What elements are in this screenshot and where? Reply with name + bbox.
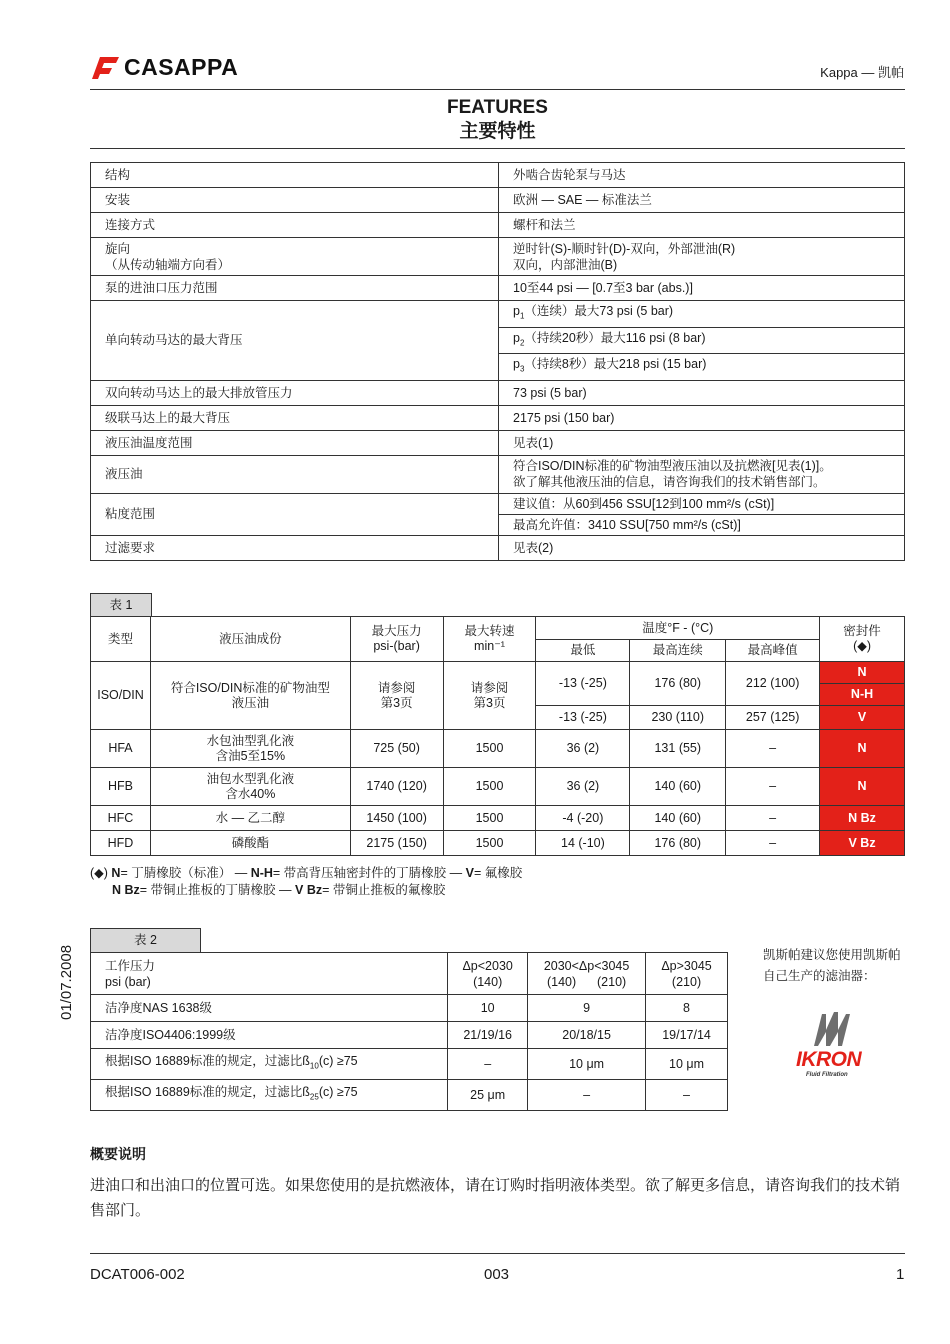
document-date: 01/07.2008 <box>58 944 75 1020</box>
cell-type: HFD <box>91 831 151 856</box>
header-line: min⁻¹ <box>474 639 505 653</box>
cell-temp-cont: 140 (60) <box>630 768 726 806</box>
cell-fluid <box>150 768 350 806</box>
cell-speed: 1500 <box>443 768 536 806</box>
header-speed <box>443 617 536 662</box>
note-code: V <box>465 866 474 880</box>
table-row <box>91 1049 728 1080</box>
table-row <box>91 276 905 301</box>
cell-temp-peak: 257 (125) <box>726 706 820 730</box>
note-text: = 丁腈橡胶（标准） — <box>120 866 251 880</box>
table-row <box>91 1080 728 1111</box>
cell-temp-cont: 230 (110) <box>630 706 726 730</box>
row-label <box>91 1080 448 1111</box>
cell-value: 21/19/16 <box>448 1022 528 1049</box>
feature-label: 安装 <box>91 188 499 213</box>
title-english: FEATURES <box>447 97 548 118</box>
table-header-row <box>91 617 905 640</box>
cell-temp-peak: 212 (100) <box>726 662 820 706</box>
header-type: 类型 <box>91 617 151 662</box>
cell-speed: 1500 <box>443 730 536 768</box>
cell-value: 10 μm <box>528 1049 646 1080</box>
header-line: psi (bar) <box>105 974 151 989</box>
page-title <box>0 96 950 144</box>
table-row <box>91 806 905 831</box>
cell-pressure: 1740 (120) <box>350 768 443 806</box>
feature-value: 见表(1) <box>499 430 905 455</box>
table1-tab: 表 1 <box>90 593 152 617</box>
table-row <box>91 995 728 1022</box>
note-line-2 <box>90 882 522 899</box>
casappa-logo <box>90 54 238 81</box>
feature-label: 双向转动马达上的最大排放管压力 <box>91 380 499 405</box>
cell-pressure: 2175 (150) <box>350 831 443 856</box>
cell-line: 水包油型乳化液 <box>206 733 295 748</box>
note-text: = 带铜止推板的丁腈橡胶 — <box>139 883 296 897</box>
feature-value: 2175 psi (150 bar) <box>499 405 905 430</box>
summary-title: 概要说明 <box>90 1146 146 1162</box>
cell-temp-peak: – <box>726 806 820 831</box>
row-label: 洁净度NAS 1638级 <box>91 995 448 1022</box>
feature-label: 粘度范围 <box>91 493 499 535</box>
subscript: 2 <box>519 338 525 347</box>
cell-temp-cont: 131 (55) <box>630 730 726 768</box>
table-row <box>91 768 905 806</box>
footer-divider <box>90 1253 905 1254</box>
header-line: (140) <box>473 974 503 989</box>
seal-badge: N <box>820 730 905 768</box>
note-text: = 带高背压轴密封件的丁腈橡胶 — <box>272 866 466 880</box>
header-line: 密封件 <box>843 624 881 638</box>
cell-temp-min: -13 (-25) <box>536 706 630 730</box>
header-line: 2030<Δp<3045 <box>543 958 630 973</box>
cell-speed <box>443 662 536 730</box>
table-row <box>91 405 905 430</box>
feature-label: 连接方式 <box>91 213 499 238</box>
recommendation-line: 自己生产的滤油器： <box>763 969 876 983</box>
label-text: 根据ISO 16889标准的规定，过滤比ß <box>105 1085 310 1100</box>
table-row <box>91 493 905 514</box>
brand-name: CASAPPA <box>124 54 239 80</box>
feature-value: 螺杆和法兰 <box>499 213 905 238</box>
header-range-2 <box>528 953 646 995</box>
symbol-p: p <box>513 304 520 318</box>
summary-body: 进油口和出油口的位置可选。如果您使用的是抗燃液体，请在订购时指明液体类型。欲了解更多信息，请咨询我们的技术销售部门。 <box>90 1177 901 1219</box>
cell-line: 油包水型乳化液 <box>206 771 295 786</box>
cell-temp-min: 36 (2) <box>536 730 630 768</box>
table-header-row <box>91 953 728 995</box>
header-fluid: 液压油成份 <box>150 617 350 662</box>
footer-doc-code: DCAT006-002 <box>90 1266 185 1283</box>
table2-tab: 表 2 <box>90 928 201 952</box>
note-code: N Bz <box>112 883 140 897</box>
header-line: Δp>3045 <box>661 958 712 973</box>
filtration-table <box>90 952 728 1111</box>
label-text: (c) ≥75 <box>318 1085 358 1100</box>
symbol-p: p <box>513 330 520 345</box>
cell-value: 19/17/14 <box>646 1022 728 1049</box>
row-label: 洁净度ISO4406:1999级 <box>91 1022 448 1049</box>
cell-temp-peak: – <box>726 768 820 806</box>
header-product-name: Kappa — 凯帕 <box>820 65 904 80</box>
cell-type: HFA <box>91 730 151 768</box>
table-row <box>91 238 905 276</box>
ikron-tagline: Fluid Filtration <box>806 1072 848 1078</box>
seal-badge: N Bz <box>820 806 905 831</box>
feature-value-line: 逆时针(S)-顺时针(D)-双向，外部泄油(R) <box>513 241 736 256</box>
subscript: 3 <box>519 364 525 374</box>
cell-value: 9 <box>528 995 646 1022</box>
table-row <box>91 455 905 493</box>
feature-value: 见表(2) <box>499 535 905 560</box>
cell-fluid: 水 — 乙二醇 <box>150 806 350 831</box>
cell-value: 10 <box>448 995 528 1022</box>
feature-label: 单向转动马达的最大背压 <box>91 301 499 381</box>
title-chinese: 主要特性 <box>459 121 536 142</box>
header-pressure <box>350 617 443 662</box>
cell-temp-peak: – <box>726 730 820 768</box>
feature-value-line: 欲了解其他液压油的信息，请咨询我们的技术销售部门。 <box>513 475 826 489</box>
cell-type: HFB <box>91 768 151 806</box>
cell-value: – <box>528 1080 646 1111</box>
feature-value: 10至44 psi — [0.7至3 bar (abs.)] <box>499 276 905 301</box>
cell-temp-cont: 176 (80) <box>630 831 726 856</box>
cell-line: 符合ISO/DIN标准的矿物油型 <box>170 680 330 695</box>
ikron-wordmark: IKRON <box>796 1048 862 1071</box>
title-divider <box>90 148 905 149</box>
feature-label <box>91 238 499 276</box>
row-label <box>91 1049 448 1080</box>
cell-line: 含油5至15% <box>215 748 286 763</box>
table-row <box>91 163 905 188</box>
header-temp-cont: 最高连续 <box>630 640 726 662</box>
cell-value: 25 μm <box>448 1080 528 1111</box>
cell-type: HFC <box>91 806 151 831</box>
table-row <box>91 535 905 560</box>
subscript: 25 <box>309 1092 319 1102</box>
recommendation-line: 凯斯帕建议您使用凯斯帕 <box>763 948 901 962</box>
header-line: 最大压力 <box>371 624 422 638</box>
seal-badge: V <box>820 706 905 730</box>
cell-temp-cont: 176 (80) <box>630 662 726 706</box>
footer-section-number: 003 <box>484 1266 510 1283</box>
feature-label: 液压油 <box>91 455 499 493</box>
cell-line: 第3页 <box>473 695 506 710</box>
cell-temp-cont: 140 (60) <box>630 806 726 831</box>
feature-value <box>499 238 905 276</box>
cell-temp-min: 36 (2) <box>536 768 630 806</box>
subscript: 1 <box>519 311 525 321</box>
header-range-1 <box>448 953 528 995</box>
cell-fluid: 磷酸酯 <box>150 831 350 856</box>
seal-badge: N <box>820 768 905 806</box>
feature-label: 液压油温度范围 <box>91 430 499 455</box>
header-temp-min: 最低 <box>536 640 630 662</box>
feature-value: 建议值：从60到456 SSU[12到100 mm²/s (cSt)] <box>499 493 905 514</box>
header-line: (210) <box>671 974 702 989</box>
note-code: V Bz <box>295 883 323 897</box>
header-line: (140) (210) <box>546 974 627 989</box>
feature-value <box>499 327 905 354</box>
cell-value: 8 <box>646 995 728 1022</box>
cell-pressure: 1450 (100) <box>350 806 443 831</box>
feature-value: 73 psi (5 bar) <box>499 380 905 405</box>
table-row <box>91 380 905 405</box>
feature-value-line: 双向，内部泄油(B) <box>513 257 618 272</box>
seal-badge: N <box>820 662 905 684</box>
table-row <box>91 1022 728 1049</box>
feature-value-text: （持续8秒）最大218 psi (15 bar) <box>524 357 707 371</box>
header-working-pressure <box>91 953 448 995</box>
header-seal <box>820 617 905 662</box>
note-text: = 带铜止推板的氟橡胶 <box>322 883 446 897</box>
cell-fluid <box>150 730 350 768</box>
cell-line: 含水40% <box>225 786 276 801</box>
note-text: = 氟橡胶 <box>473 866 523 880</box>
cell-temp-peak: – <box>726 831 820 856</box>
feature-value: 欧洲 — SAE — 标准法兰 <box>499 188 905 213</box>
table-row <box>91 430 905 455</box>
cell-speed: 1500 <box>443 831 536 856</box>
cell-type: ISO/DIN <box>91 662 151 730</box>
header-line: psi-(bar) <box>373 639 420 653</box>
header-divider <box>90 89 905 90</box>
cell-pressure: 725 (50) <box>350 730 443 768</box>
cell-speed: 1500 <box>443 806 536 831</box>
feature-label: 级联马达上的最大背压 <box>91 405 499 430</box>
feature-value <box>499 354 905 381</box>
cell-fluid <box>150 662 350 730</box>
note-line-1 <box>90 865 522 882</box>
header-line: 最大转速 <box>464 624 515 638</box>
feature-label: 泵的进油口压力范围 <box>91 276 499 301</box>
note-text: (◆) <box>90 866 112 880</box>
header-line: (◆) <box>853 639 872 653</box>
feature-label: 结构 <box>91 163 499 188</box>
header-temperature: 温度°F - (°C) <box>536 617 820 640</box>
feature-label-line: 旋向 <box>105 241 131 256</box>
feature-value: 最高允许值：3410 SSU[750 mm²/s (cSt)] <box>499 514 905 535</box>
table-row <box>91 188 905 213</box>
footer-page-number: 1 <box>896 1266 905 1283</box>
features-table <box>90 162 905 561</box>
feature-label: 过滤要求 <box>91 535 499 560</box>
feature-value: 外啮合齿轮泵与马达 <box>499 163 905 188</box>
seal-badge: N-H <box>820 684 905 706</box>
cell-line: 请参阅 <box>470 680 509 695</box>
casappa-logo-icon <box>90 55 120 81</box>
ikron-logo <box>792 1010 874 1087</box>
feature-value-text: （连续）最大73 psi (5 bar) <box>524 304 674 318</box>
cell-line: 第3页 <box>380 695 413 710</box>
cell-line: 液压油 <box>231 695 270 710</box>
feature-value <box>499 301 905 328</box>
feature-label-line: （从传动轴端方向看） <box>105 257 231 272</box>
header-range-3 <box>646 953 728 995</box>
cell-temp-min: 14 (-10) <box>536 831 630 856</box>
table-row <box>91 730 905 768</box>
filter-recommendation <box>763 945 901 987</box>
table-row <box>91 662 905 684</box>
cell-value: 10 μm <box>646 1049 728 1080</box>
header-line: Δp<2030 <box>462 958 513 973</box>
note-code: N-H <box>250 866 273 880</box>
feature-value-text: （持续20秒）最大116 psi (8 bar) <box>524 330 706 345</box>
cell-line: 请参阅 <box>377 680 416 695</box>
symbol-p: p <box>513 357 520 371</box>
label-text: 根据ISO 16889标准的规定，过滤比ß <box>105 1054 310 1069</box>
cell-value: 20/18/15 <box>528 1022 646 1049</box>
cell-value: – <box>646 1080 728 1111</box>
cell-temp-min: -4 (-20) <box>536 806 630 831</box>
note-code: N <box>111 866 121 880</box>
seal-legend-note <box>90 865 522 899</box>
cell-temp-min: -13 (-25) <box>536 662 630 706</box>
table-row <box>91 301 905 328</box>
label-text: (c) ≥75 <box>318 1054 358 1069</box>
fluid-table <box>90 616 905 856</box>
feature-value <box>499 455 905 493</box>
feature-value-line: 符合ISO/DIN标准的矿物油型液压油以及抗燃液[见表(1)]。 <box>513 459 832 473</box>
cell-pressure <box>350 662 443 730</box>
table-row <box>91 213 905 238</box>
header-temp-peak: 最高峰值 <box>726 640 820 662</box>
subscript: 10 <box>309 1061 319 1071</box>
table-row <box>91 831 905 856</box>
cell-value: – <box>448 1049 528 1080</box>
header-line: 工作压力 <box>105 958 156 973</box>
seal-badge: V Bz <box>820 831 905 856</box>
